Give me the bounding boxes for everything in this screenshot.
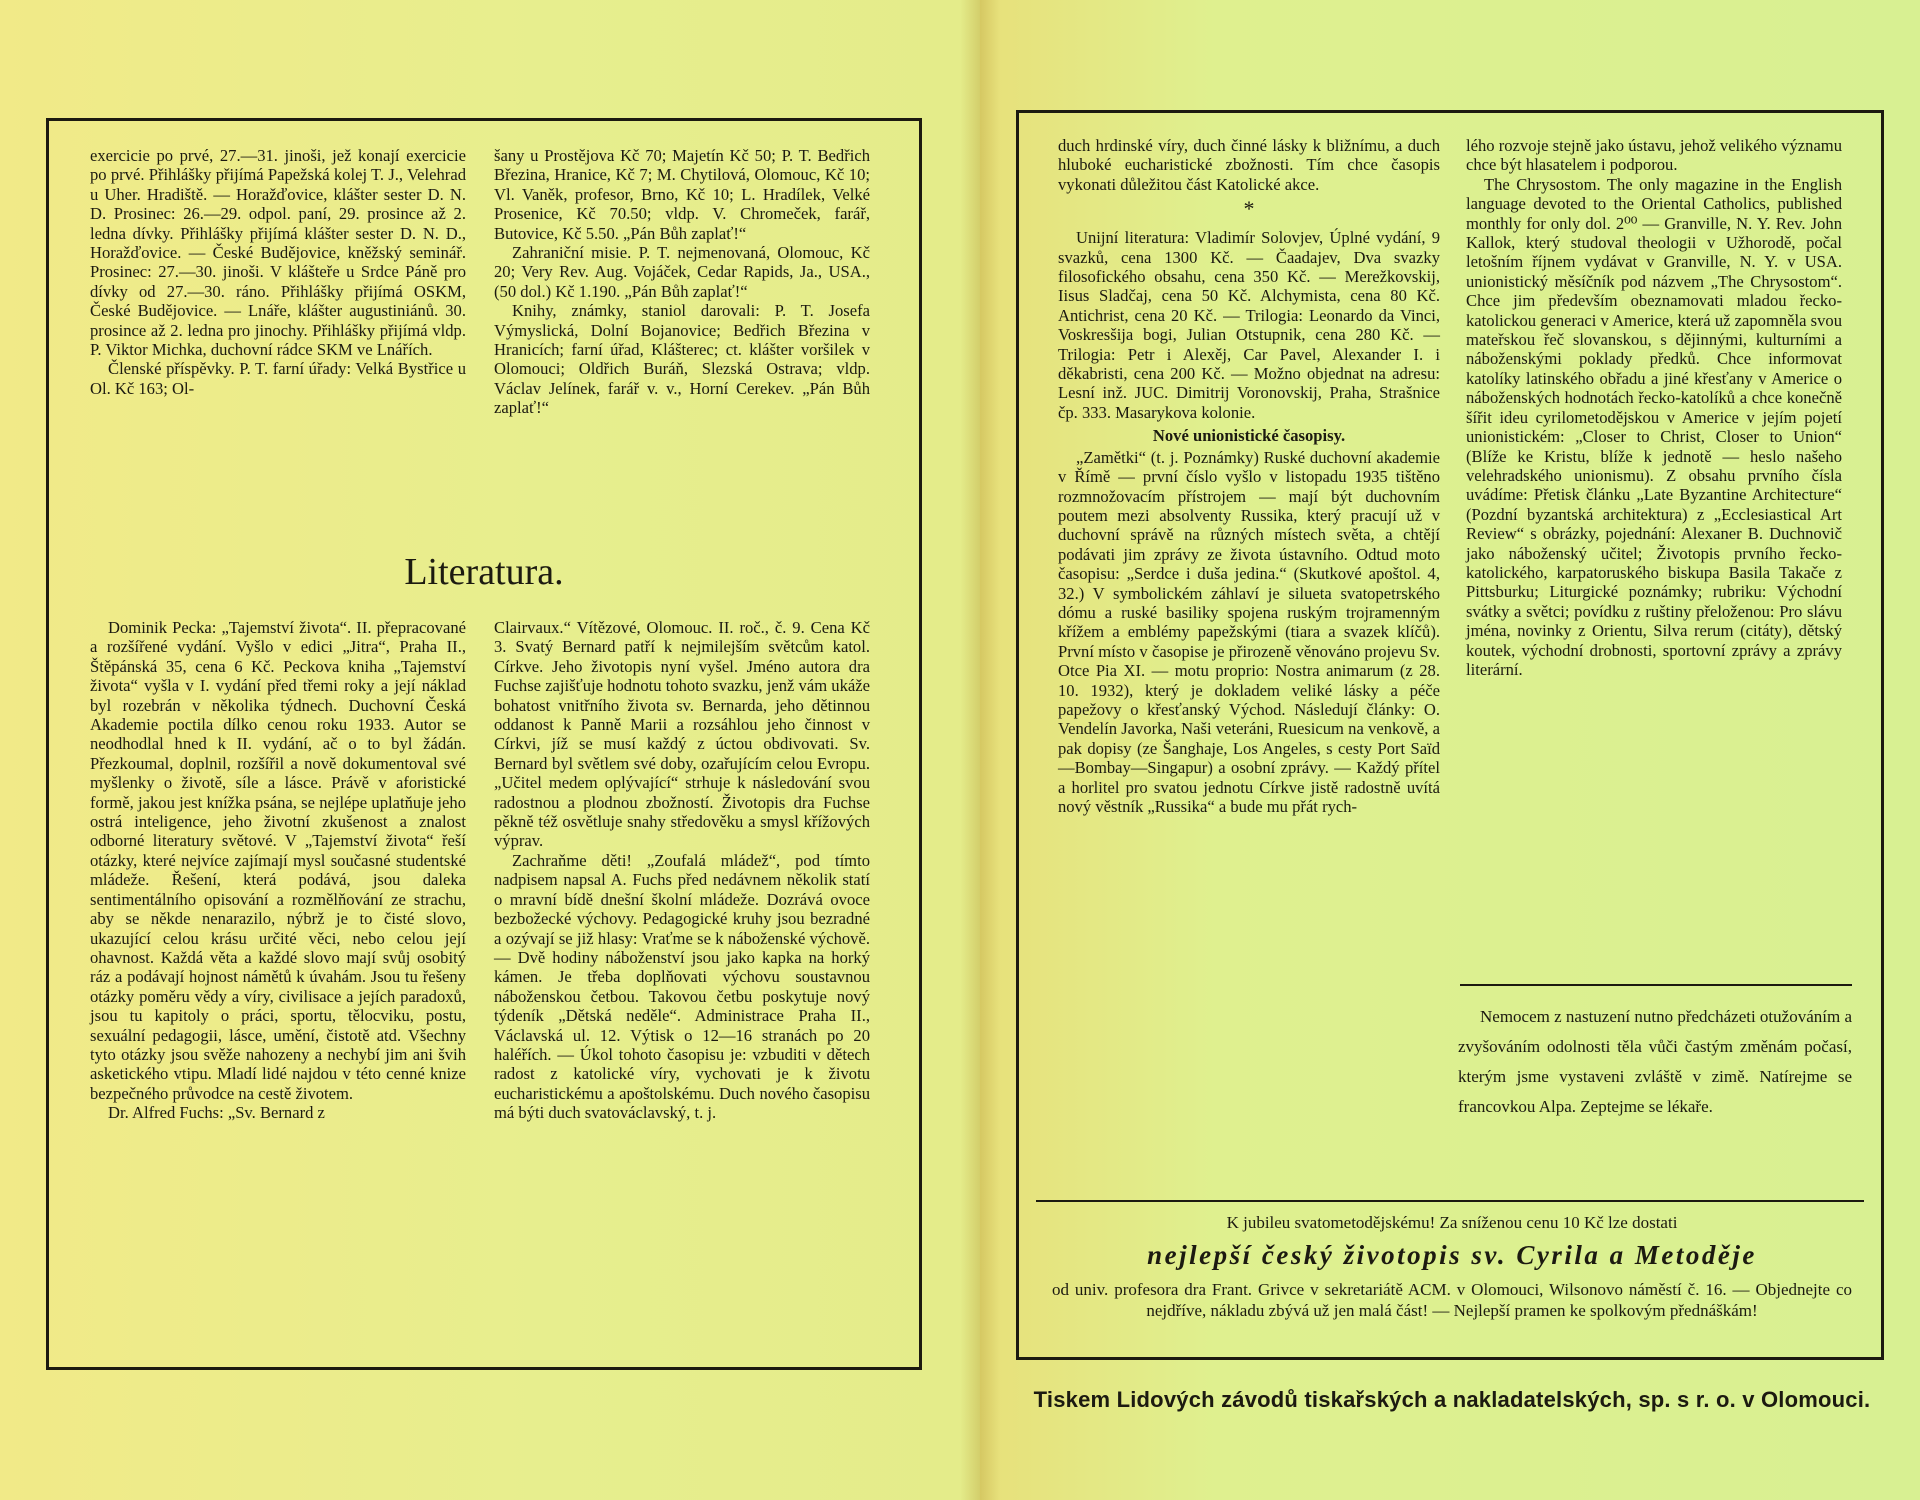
alpa-notice	[1458, 1002, 1852, 1122]
fuchs-review-continued: Clairvaux.“ Vítězové, Olomouc. II. roč., č. 9. Cena Kč 3. Svatý Bernard patří k nejmilejším světcům katol. Církve. Jeho životopis nyní vyšel. Jméno autora dra Fuchse zajišťuje hodnotu tohoto svazku, jenž vám ukáže bohatost vnitřního života sv. Bernarda, jeho dětinnou oddanost k Panně Marii a rozsáhlou jeho činnost v Církvi, jíž se musí každý z úctou obdivovati. Sv. Bernard byl světlem své doby, ozařujícím celou Evropu. „Učitel medem oplývající“ strhuje k následování svou radostnou a plodnou zbožností. Životopis dra Fuchse pěkně též osvětluje snahy středověku a smysl křížových výprav.	[494, 618, 870, 851]
zametki-continued: lého rozvoje stejně jako ústavu, jehož velikého významu chce být hlasatelem i podporou.	[1466, 136, 1843, 175]
union-literature: Unijní literatura: Vladimír Solovjev, Úplné vydání, 9 svazků, cena 1300 Kč. — Čaadajev, Dva svazky filosofického obsahu, cena 350 Kč. — Merežkovskij, Iisus Sladčaj, cena 50 Kč. Alchymista, cena 80 Kč. Antichrist, cena 20 Kč. — Trilogia: Leonardo da Vinci, Voskresšija bogi, Julian Otstupnik, cena 280 Kč. — Trilogia: Petr i Alexěj, Car Pavel, Alexander I. i děkabristi, cena 200 Kč. — Možno objednat na adresu: Lesní inž. JUC. Dimitrij Voronovskij, Praha, Strašnice čp. 333. Masarykova kolonie.	[1058, 228, 1440, 422]
donated-items: Knihy, známky, staniol darovali: P. T. Josefa Výmyslická, Dolní Bojanovice; Bedřich Březina v Hranicích; farní úřad, Klášterec; ct. klášter voršilek v Olomouci; Oldřich Buráň, Slezská Ostrava; vldp. Václav Jelínek, farář v. v., Horní Cerekev. „Pán Bůh zaplať!“	[494, 301, 870, 418]
pecka-review: Dominik Pecka: „Tajemství života“. II. přepracované a rozšířené vydání. Vyšlo v edici „Jitra“, Praha II., Štěpánská 35, cena 6 Kč. Peckova kniha „Tajemství života“ vyšla v I. vydání před třemi roky a její náklad byl rozebrán v několika týdnech. Duchovní Česká Akademie poctila dílko cenou roku 1933. Autor se neodhodlal hned k II. vydání, ač o to byl žádán. Přezkoumal, doplnil, rozšířil a nově dokumentoval své myšlenky o životě, síle a lásce. Právě v aforistické formě, jakou jest knížka psána, se nejlépe uplatňuje jeho ostrá inteligence, jeho životní zkušenost a znalost odborné literatury světové. V „Tajemství života“ řeší otázky, které nejvíce zajímají mysl současné studentské mládeže. Řešení, která podává, jsou daleka sentimentálního opisování a rozmělňování ze strachu, aby se někde nenarazilo, nýbrž je to čisté slovo, ukazující celou krásu určité věci, nebo celou její ohavnost. Každá věta a každé slovo mají svůj osobitý ráz a podávají hojnost námětů k úvahám. Jsou tu řešeny otázky poměru vědy a víry, civilisace a jejích paradoxů, jsou tu kapitoly o práci, sportu, tělocviku, postu, sexuální pedagogii, lásce, umění, čistotě atd. Všechny tyto otázky jsou svěže nahozeny a nechybí jim ani švih asketického vtipu. Mladí lidé najdou v této cenné knize bezpečného průvodce na cestě životem.	[90, 618, 466, 1103]
ad-intro: K jubileu svatometodějskému! Za sníženou cenu 10 Kč lze dostati	[1226, 1213, 1678, 1232]
magazine-spirit-text: duch hrdinské víry, duch činné lásky k bližnímu, a duch hluboké eucharistické zbožnosti. Tím chce časopis vykonati důležitou část Katolické akce.	[1058, 136, 1440, 194]
right-column-2	[1466, 136, 1842, 679]
printer-imprint: Tiskem Lidových závodů tiskařských a nakladatelských, sp. s r. o. v Olomouci.	[1033, 1387, 1871, 1412]
left-top-column-2	[494, 146, 870, 418]
contributions-continued: šany u Prostějova Kč 70; Majetín Kč 50; P. T. Bedřich Březina, Hranice, Kč 7; M. Chytilová, Olomouc, Kč 10; Vl. Vaněk, profesor, Brno, Kč 10; L. Hradílek, Velké Prosenice, Kč 70.50; vldp. V. Chromeček, farář, Butovice, Kč 5.50. „Pán Bůh zaplať!“	[494, 146, 870, 243]
alpa-notice-text: Nemocem z nastuzení nutno předcházeti otužováním a zvyšováním odolnosti těla vůči častým změnám počasí, kterým jsme vystaveni zvláště v zimě. Natírejme se francovkou Alpa. Zeptejme se lékaře.	[1458, 1007, 1852, 1116]
right-column-1	[1058, 136, 1440, 816]
membership-contributions: Členské příspěvky. P. T. farní úřady: Velká Bystřice u Ol. Kč 163; Ol-	[90, 359, 466, 398]
zametki-article: „Zamětki“ (t. j. Poznámky) Ruské duchovní akademie v Římě — první číslo vyšlo v listopadu 1935 tištěno rozmnožovacím přístrojem — mají být duchovním poutem mezi absolventy Russika, který pracují už v duchovní správě na různých místech světa, a chtějí podávati jim zprávy ze života ústavního. Odtud moto časopisu: „Serdce i duša jedina.“ (Skutkové apoštol. 4, 32.) V symbolickém záhlaví je silueta svatopetrského dómu a ruské basiliky spojena ruským trojramenným křížem a emblémy papežskými (tiara a svazek klíčů). První místo v časopise je přirozeně věnováno projevu Sv. Otce Pia XI. — motu proprio: Nostra animarum (z 28. 10. 1932), který je dokladem veliké lásky a péče papežovy o křesťanský Východ. Následují články: O. Vendelín Javorka, Naši veteráni, Ruesicum na venkově, a pak dopisy (ze Šanghaje, Los Angeles, s cesty Port Saïd—Bombay—Singapur) a osobní zprávy. — Každý přítel a horlitel pro svatou jednotu Církve jistě radostně uvítá nový věstník „Russika“ a bude mu přát rych-	[1058, 447, 1440, 816]
page-gutter	[960, 0, 1000, 1500]
save-children-article: Zachraňme děti! „Zoufalá mládež“, pod tímto nadpisem napsal A. Fuchs před nedávnem několik statí o mravní bídě dnešní školní mládeže. Dozrává ovoce bezbožecké výchovy. Pedagogické kruhy jsou bezradné a ozývají se již hlasy: Vraťme se k náboženské výchově. — Dvě hodiny náboženství jsou jako kapka na horký kámen. Je třeba doplňovati výchovu soustavnou náboženskou četbou. Takovou četbu poskytuje nový týdeník „Dětská neděle“. Administrace Praha II., Václavská ul. 12. Výtisk o 12—16 stranách po 20 haléřích. — Úkol tohoto časopisu je: vzbuditi v dětech radost z katolické víry, vychovati je k životu eucharistickému a apoštolskému. Duch nového časopisu má býti duch svatováclavský, t. j.	[494, 850, 870, 1123]
left-top-column-1	[90, 146, 466, 398]
advertisement-divider	[1036, 1200, 1864, 1202]
left-literature-column-2	[494, 618, 870, 1123]
ad-title: nejlepší český životopis sv. Cyrila a Metoděje	[1147, 1240, 1757, 1270]
section-star: *	[1243, 196, 1255, 222]
exercise-announcements: exercicie po prvé, 27.—31. jinoši, jež konají exercicie po prvé. Přihlášky přijímá Papežská kolej T. J., Velehrad u Uher. Hradiště. — Horažďovice, klášter sester D. N. D. Prosinec: 26.—29. odpol. paní, 29. prosince až 2. ledna dívky. Přihlášky přijímá klášter sester D. N. D., Horažďovice. — České Budějovice, kněžský seminář. Prosinec: 27.—30. jinoši. V klášteře u Srdce Páně pro dívky od 27.—30. ráno. Přihlášky přijímá OSKM, České Budějovice. — Lnáře, klášter augustiniánů. 30. prosince až 2. ledna pro jinochy. Přihlášky přijímá vldp. P. Viktor Michka, duchovní rádce SKM ve Lnářích.	[90, 146, 466, 360]
biography-advertisement	[1052, 1212, 1852, 1321]
notice-divider	[1460, 984, 1852, 986]
chrysostom-article: The Chrysostom. The only magazine in the English language devoted to the Oriental Catholics, published monthly for only dol. 2⁰⁰ — Granville, N. Y. Rev. John Kallok, který studoval theologii v Užhorodě, počal letošním říjnem vydávat v Granville, N. Y. v USA. unionistický měsíčník pod názvem „The Chrysostom“. Chce jim především obeznamovati mladou řecko-katolickou generaci v Americe, která už zapomněla svou mateřskou řeč slovanskou, s dějinnými, kulturními a náboženskými poklady předků. Chce informovat katolíky latinského obřadu a jiné křesťany v Americe o náboženských hodnotách řecko-katolíků a chce konečně šířit ideu cyrilometodějskou v Americe v jejím pojetí unionistickém: „Closer to Christ, Closer to Union“ (Blíže ke Kristu, blíže k jednotě — heslo našeho velehradského unionismu). Z obsahu prvního čísla uvádíme: Přetisk článku „Late Byzantine Architecture“ (Pozdní byzantská architektura) z „Ecclesiastical Art Review“ s obrázky, pojednání: Alexaner B. Duchnovič jako náboženský učitel; Životopis prvního řecko-katolického, karpatoruského biskupa Basila Takače z Pittsburku; Liturgické poznámky; rubriku: Východní svátky a světci; povídku z ruštiny přeloženou: Pro slávu jména, novinky z Orientu, Silva rerum (citáty), dětský koutek, východní drobnosti, sportovní zprávy a zprávy literární.	[1466, 174, 1842, 679]
literature-heading: Literatura.	[404, 551, 564, 593]
foreign-missions: Zahraniční misie. P. T. nejmenovaná, Olomouc, Kč 20; Very Rev. Aug. Vojáček, Cedar Rapids, Ja., USA., (50 dol.) Kč 1.190. „Pán Bůh zaplať!“	[494, 243, 870, 301]
left-literature-column-1	[90, 618, 466, 1123]
new-unionist-magazines-heading: Nové unionistické časopisy.	[1152, 426, 1346, 446]
fuchs-review-start: Dr. Alfred Fuchs: „Sv. Bernard z	[108, 1103, 325, 1123]
ad-details: od univ. profesora dra Frant. Grivce v sekretariátě ACM. v Olomouci, Wilsonovo náměstí č. 16. — Objednejte co nejdříve, nákladu zbývá už jen malá část! — Nejlepší pramen ke spolkovým přednáškám!	[1052, 1280, 1852, 1320]
